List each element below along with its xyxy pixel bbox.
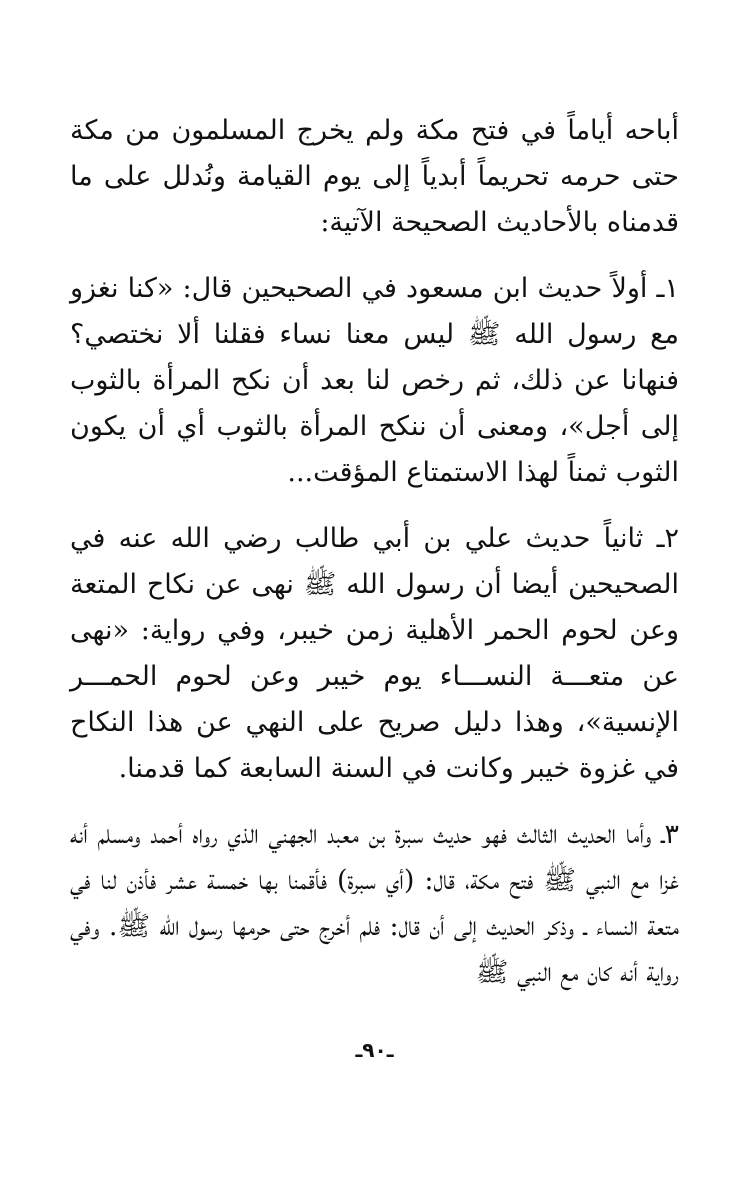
- paragraph-hadith-2: ٢ـ ثانياً حديث علي بن أبي طالب رضي الله عنه في الصحيحين أيضا أن رسول الله ﷺ نهى عن نكاح المتعة وعن لحوم الحمر الأهلية زمن خيبر، وفي رواية: «نهى عن متعـــة النســـاء يوم خيبر وعن لحوم الحمـــر الإنسية»، وهذا دليل صريح على النهي عن هذا النكاح في غزوة خيبر وكانت في السنة السابعة كما قدمنا.: [70, 523, 679, 784]
- paragraph-intro: أباحه أياماً في فتح مكة ولم يخرج المسلمون من مكة حتى حرمه تحريماً أبدياً إلى يوم القيامة ونُدلل على ما قدمناه بالأحاديث الصحيحة الآتية:: [70, 115, 679, 238]
- document-page: [70, 108, 679, 996]
- paragraph-hadith-3: ٣ـ وأما الحديث الثالث فهو حديث سبرة بن معبد الجهني الذي رواه أحمد ومسلم أنه غزا مع النبي ﷺ فتح مكة، قال: (أي سبرة) فأقمنا بها خمسة عشر فأذن لنا في متعة النساء ـ وذكر الحديث إلى أن قال: فلم أخرج حتى حرمها رسول الله ﷺ. وفي رواية أنه كان مع النبي ﷺ: [70, 819, 679, 988]
- page-number: ـ٩٠ـ: [355, 1038, 394, 1062]
- paragraph-hadith-1: ١ـ أولاً حديث ابن مسعود في الصحيحين قال: «كنا نغزو مع رسول الله ﷺ ليس معنا نساء فقلنا ألا نختصي؟ فنهانا عن ذلك، ثم رخص لنا بعد أن نكح المرأة بالثوب إلى أجل»، ومعنى أن ننكح المرأة بالثوب أي أن يكون الثوب ثمناً لهذا الاستمتاع المؤقت...: [70, 273, 679, 488]
